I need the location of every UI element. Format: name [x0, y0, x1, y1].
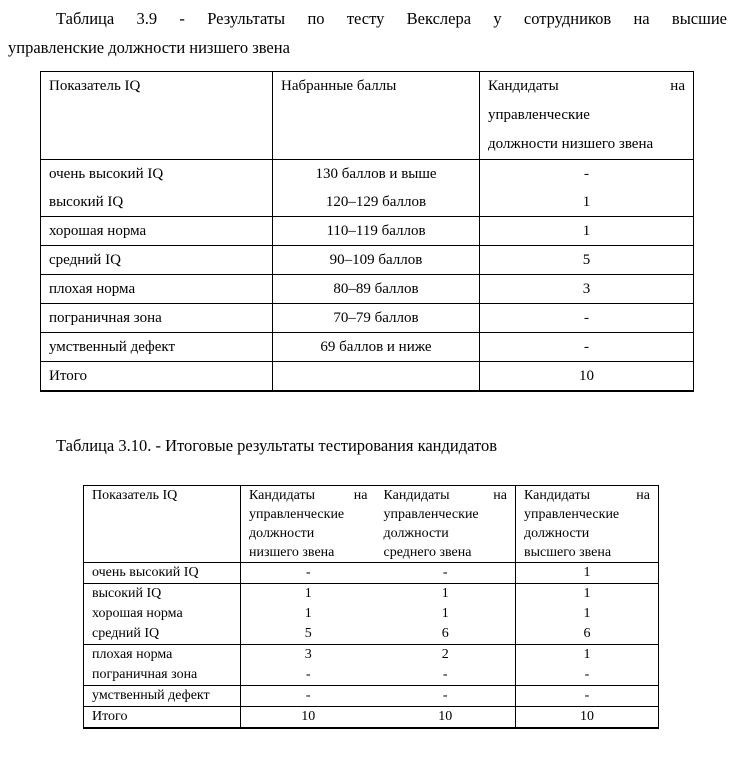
- cell-score: 90–109 баллов: [273, 246, 480, 275]
- table-row: [84, 584, 659, 605]
- cell-middle: -: [376, 665, 516, 686]
- cell-indicator: очень высокий IQ: [49, 166, 164, 182]
- cell-middle: -: [376, 686, 516, 707]
- header-line: должности: [524, 526, 590, 541]
- table-row: [84, 665, 659, 686]
- table-row: [41, 333, 694, 362]
- cell-score: 70–79 баллов: [273, 304, 480, 333]
- cell-candidates: 10: [480, 362, 694, 392]
- final-test-results-table: [83, 485, 659, 729]
- cell-lower: 10: [241, 707, 376, 729]
- cell-middle: 1: [441, 606, 449, 621]
- total-row: [41, 362, 694, 392]
- cell-indicator: Итого: [49, 368, 87, 384]
- cell-indicator: средний IQ: [84, 624, 241, 645]
- caption-line: Таблица 3.9 - Результаты по тесту Векслера у сотрудников на высшие: [56, 9, 727, 28]
- header-line: Кандидаты на: [524, 488, 650, 503]
- table-row: [84, 563, 659, 584]
- cell-indicator: высокий IQ: [92, 586, 162, 601]
- cell-lower: -: [241, 686, 376, 707]
- header-line: Кандидаты на: [249, 488, 368, 503]
- cell-middle: 10: [438, 709, 453, 724]
- table-3-10-caption: Таблица 3.10. - Итоговые результаты тестирования кандидатов: [56, 436, 498, 455]
- cell-upper: 1: [516, 645, 659, 666]
- cell-upper: -: [516, 686, 659, 707]
- header-line: должности низшего звена: [488, 136, 654, 152]
- cell-candidates: -: [480, 333, 694, 362]
- cell-indicator: хорошая норма: [92, 606, 183, 621]
- cell-upper: 1: [516, 563, 659, 584]
- table-3-9-caption: [8, 4, 727, 62]
- cell-lower: 5: [241, 624, 376, 645]
- table-row: [84, 604, 659, 624]
- header-line: управленческие: [383, 507, 479, 522]
- cell-candidates: 5: [480, 246, 694, 275]
- cell-upper: 10: [516, 707, 659, 729]
- table-row: [41, 160, 694, 189]
- cell-upper: -: [516, 665, 659, 686]
- table-row: [41, 188, 694, 217]
- cell-middle: 1: [441, 586, 449, 601]
- header-line: должности: [383, 526, 449, 541]
- cell-indicator: плохая норма: [92, 647, 173, 662]
- header-line: высшего звена: [524, 545, 612, 560]
- column-header-indicator: Показатель IQ: [84, 486, 241, 563]
- cell-candidates: -: [480, 304, 694, 333]
- table-row: [84, 686, 659, 707]
- column-header-indicator: Показатель IQ: [41, 72, 273, 160]
- header-line: управленческие: [488, 107, 590, 123]
- column-header-candidates-lower: [480, 72, 694, 160]
- column-header-candidates-upper: [516, 486, 659, 563]
- cell-candidates: -: [480, 160, 694, 189]
- cell-middle: 2: [441, 647, 449, 662]
- cell-indicator: средний IQ: [41, 246, 273, 275]
- header-line: должности: [249, 526, 315, 541]
- cell-lower: -: [241, 563, 376, 584]
- wechsler-results-table: [40, 71, 694, 392]
- cell-score: 69 баллов и ниже: [273, 333, 480, 362]
- cell-lower: 1: [241, 604, 376, 624]
- cell-middle: -: [376, 563, 516, 584]
- cell-score: 80–89 баллов: [273, 275, 480, 304]
- total-row: [84, 707, 659, 729]
- column-header-scores: Набранные баллы: [273, 72, 480, 160]
- cell-indicator: Итого: [92, 709, 128, 724]
- cell-indicator: плохая норма: [41, 275, 273, 304]
- table-row: [84, 645, 659, 666]
- table-row: [41, 217, 694, 246]
- header-row: [41, 72, 694, 160]
- cell-indicator: умственный дефект: [41, 333, 273, 362]
- header-line: среднего звена: [383, 545, 472, 560]
- cell-lower: 1: [241, 584, 376, 605]
- table-row: [84, 624, 659, 645]
- header-line: управленческие: [249, 507, 345, 522]
- cell-candidates: 3: [480, 275, 694, 304]
- table-row: [41, 275, 694, 304]
- cell-score: [273, 362, 480, 392]
- caption-line: управленские должности низшего звена: [8, 38, 290, 57]
- cell-indicator: пограничная зона: [84, 665, 241, 686]
- header-line: Кандидаты на: [488, 78, 685, 94]
- header-line: Кандидаты на: [383, 488, 507, 503]
- header-line: управленческие: [524, 507, 620, 522]
- table-row: [41, 304, 694, 333]
- cell-candidates: 1: [480, 217, 694, 246]
- cell-upper: 6: [516, 624, 659, 645]
- cell-score: 110–119 баллов: [273, 217, 480, 246]
- header-line: низшего звена: [249, 545, 335, 560]
- cell-indicator: хорошая норма: [41, 217, 273, 246]
- cell-indicator: пограничная зона: [41, 304, 273, 333]
- cell-score: 120–129 баллов: [273, 188, 480, 217]
- cell-candidates: 1: [480, 188, 694, 217]
- column-header-candidates-middle: [376, 486, 516, 563]
- cell-indicator: высокий IQ: [41, 188, 273, 217]
- cell-indicator: очень высокий IQ: [84, 563, 241, 584]
- cell-indicator: умственный дефект: [84, 686, 241, 707]
- cell-upper: 1: [516, 584, 659, 605]
- header-row: [84, 486, 659, 563]
- table-row: [41, 246, 694, 275]
- cell-upper: 1: [516, 604, 659, 624]
- cell-lower: 3: [241, 645, 376, 666]
- cell-score: 130 баллов и выше: [273, 160, 480, 189]
- cell-lower: -: [241, 665, 376, 686]
- column-header-candidates-lower: [241, 486, 376, 563]
- cell-middle: 6: [376, 624, 516, 645]
